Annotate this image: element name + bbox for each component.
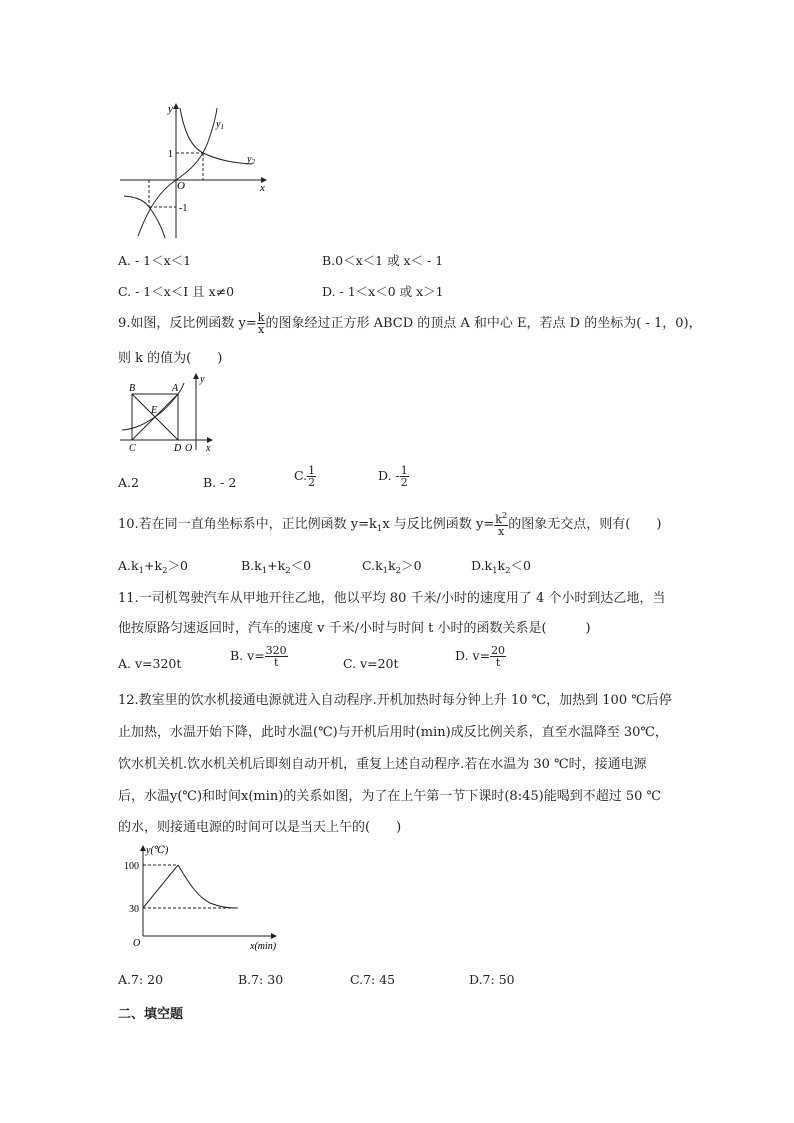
- q10-option-c[interactable]: $C.k_1k_2>0$: [362, 558, 422, 576]
- q9-prefix: 9.如图，反比例函数 y=: [118, 316, 257, 331]
- q11-option-c[interactable]: C. v=20t: [343, 656, 399, 671]
- q8-curve-y1: [138, 108, 217, 236]
- q9-stem-line1: [118, 312, 702, 335]
- q9-option-c[interactable]: C. $\frac{1}{2}$: [294, 464, 316, 489]
- q8-graph: [118, 100, 278, 240]
- q9-label-E: E: [151, 405, 158, 416]
- q12-option-d[interactable]: D.7: 50: [469, 972, 515, 987]
- q8-option-a[interactable]: A. - 1＜x＜1: [118, 253, 192, 268]
- q12-option-a[interactable]: A.7: 20: [118, 972, 164, 987]
- q12-stem-line1: 12.教室里的饮水机接通电源就进入自动程序.开机加热时每分钟上升 10 ℃，加热到 100 ℃后停: [118, 693, 672, 708]
- section-heading-fill-in: 二、填空题: [118, 1007, 184, 1022]
- q8-origin-label: O: [177, 180, 185, 192]
- q8-y-label: y: [168, 103, 173, 115]
- q9-graph: [118, 372, 218, 457]
- q9-label-B: B: [129, 383, 136, 394]
- q8-curve-y2-lower: [124, 196, 165, 238]
- q8-option-c[interactable]: C. - 1＜x＜I 且 x≠0: [118, 284, 235, 299]
- q12-origin: O: [133, 938, 141, 949]
- q8-tick-1: 1: [168, 149, 173, 160]
- q10-option-d[interactable]: $D.k_1k_2<0$: [471, 558, 531, 576]
- q9-stem-line2: 则 k 的值为( ): [118, 351, 223, 366]
- q9-option-a[interactable]: A.2: [118, 475, 139, 490]
- q10-option-a[interactable]: $A.k_1+k_2>0$: [118, 558, 188, 576]
- q8-y2-label: $y_2$: [247, 154, 255, 166]
- q8-option-b[interactable]: B.0＜x＜1 或 x＜ - 1: [322, 253, 444, 268]
- q8-tick-neg1: -1: [179, 203, 188, 214]
- q11-option-b[interactable]: B. v= $\frac{320}{t}$: [230, 644, 287, 669]
- q12-stem-line4: 后，水温y(℃)和时间x(min)的关系如图，为了在上午第一节下课时(8:45)能喝到不超过 50 ℃: [118, 789, 662, 804]
- q11-option-a[interactable]: A. v=320t: [118, 656, 182, 671]
- q12-graph: [118, 840, 288, 955]
- q10-stem: 10.若在同一直角坐标系中，正比例函数 $y=k_1x$ 与反比例函数 y= $\frac{k^2}{x}$ 的图象无交点，则有( ): [118, 511, 662, 538]
- q9-label-y: y: [200, 374, 205, 385]
- q12-y-label: y(℃): [146, 845, 169, 856]
- q12-stem-line2: 止加热，水温开始下降，此时水温(℃)与开机后用时(min)成反比例关系，直至水温降至 30℃，: [118, 725, 668, 740]
- q9-option-d[interactable]: D. - $\frac{1}{2}$: [378, 464, 408, 489]
- q8-x-label: x: [260, 182, 265, 194]
- q12-stem-line3: 饮水机关机.饮水机关机后即刻自动开机，重复上述自动程序.若在水温为 30 ℃时，接通电源: [118, 757, 647, 772]
- q12-tick-30: 30: [129, 904, 139, 915]
- q11-stem-line1: 11.一司机驾驶汽车从甲地开往乙地，他以平均 80 千米/小时的速度用了 4 个小时到达乙地，当: [118, 591, 666, 606]
- q9-label-C: C: [129, 443, 136, 454]
- q9-label-D: D: [174, 443, 182, 454]
- q11-stem-line2: 他按原路匀速返回时，汽车的速度 v 千米/小时与时间 t 小时的函数关系是( ): [118, 621, 591, 636]
- q8-y1-label: $y_1$: [216, 119, 224, 131]
- q10-fraction: $\frac{k^2}{x}$: [495, 511, 508, 538]
- q12-option-b[interactable]: B.7: 30: [238, 972, 284, 987]
- q12-stem-line5: 的水，则接通电源的时间可以是当天上午的( ): [118, 820, 402, 835]
- q9-label-x: x: [206, 443, 211, 454]
- q12-option-c[interactable]: C.7: 45: [350, 972, 396, 987]
- q11-option-d[interactable]: D. v= $\frac{20}{t}$: [455, 644, 506, 669]
- q12-tick-100: 100: [124, 861, 139, 872]
- q8-option-d[interactable]: D. - 1＜x＜0 或 x＞1: [322, 284, 444, 299]
- q12-cooling-curve: [178, 865, 238, 908]
- q9-label-A: A: [172, 383, 179, 394]
- q9-fraction: $\frac{k}{x}$: [257, 311, 265, 336]
- q12-x-label: x(min): [250, 941, 277, 952]
- q10-option-b[interactable]: $B.k_1+k_2<0$: [241, 558, 312, 576]
- q9-label-O: O: [185, 443, 193, 454]
- q12-heating-line: [143, 865, 178, 908]
- q9-suffix: 的图象经过正方形 ABCD 的顶点 A 和中心 E，若点 D 的坐标为( - 1，0)，: [265, 316, 702, 331]
- q9-option-b[interactable]: B. - 2: [203, 475, 237, 490]
